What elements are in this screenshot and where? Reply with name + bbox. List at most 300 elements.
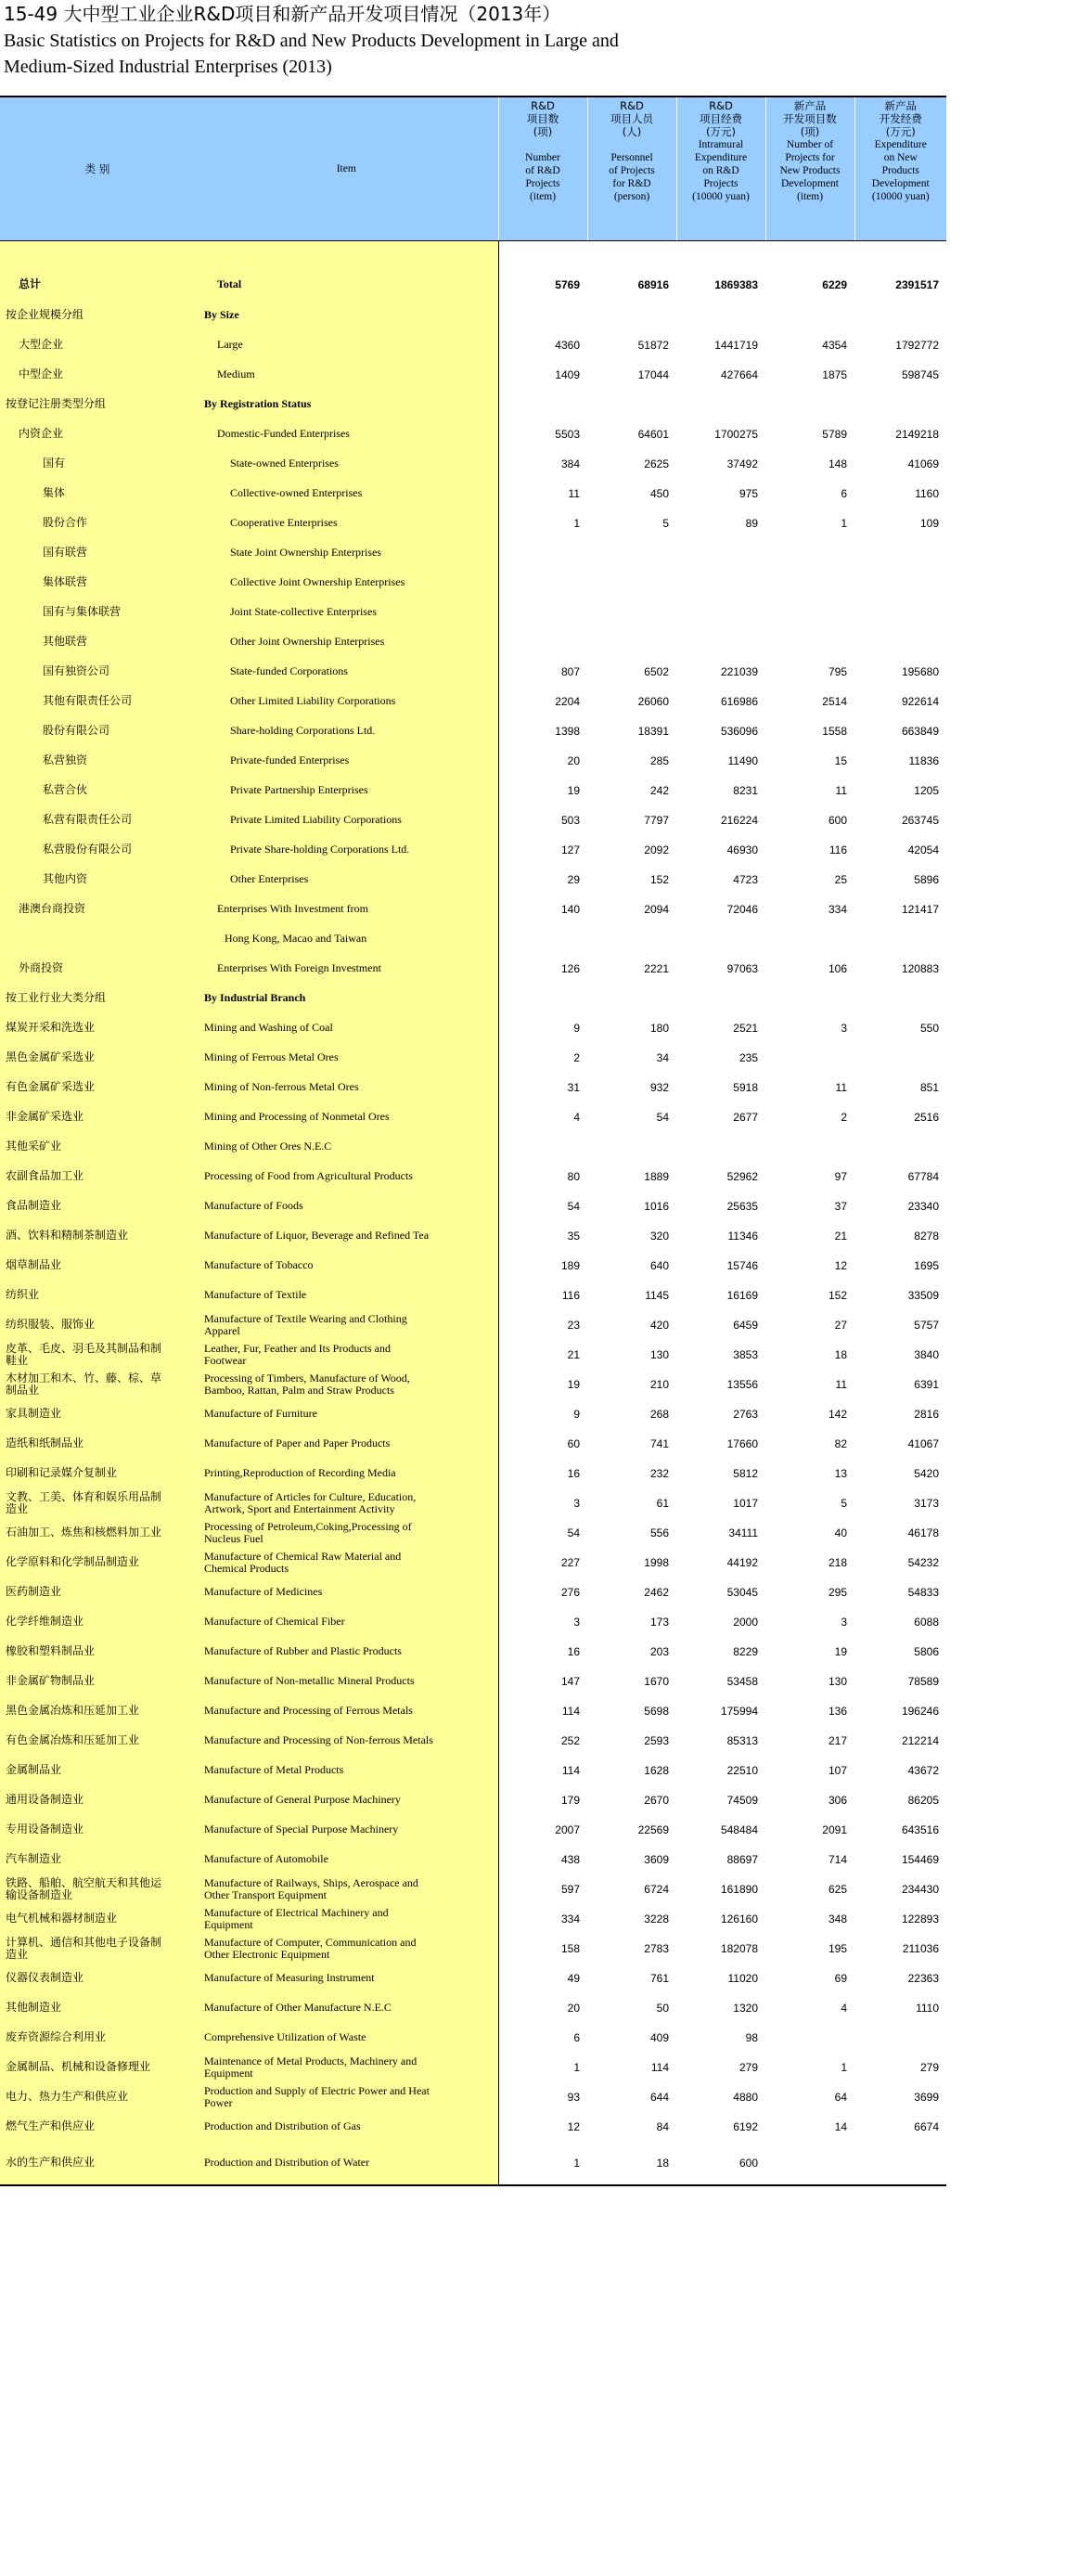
value-cell-2: 7797 xyxy=(644,813,669,827)
value-cell-2: 2094 xyxy=(644,902,669,916)
row-label-en xyxy=(195,1281,498,1310)
value-cell-1: 19 xyxy=(567,1377,580,1391)
row-label-cn xyxy=(0,984,195,1013)
value-cell-1: 384 xyxy=(560,457,580,470)
value-cell-2: 173 xyxy=(649,1615,669,1629)
row-label-cn xyxy=(0,1934,195,1964)
value-cell-3: 97063 xyxy=(726,961,758,975)
table-row xyxy=(0,657,946,687)
row-label-cn xyxy=(0,1132,195,1162)
row-label-en xyxy=(195,2082,498,2112)
value-cell-4: 1 xyxy=(841,516,847,530)
row-label-cn xyxy=(0,746,195,776)
table-row xyxy=(0,1993,946,2023)
header-line: on New xyxy=(883,152,918,163)
row-label-cn-text: 按企业规模分组 xyxy=(6,308,84,321)
row-label-en-text: Private Limited Liability Corporations xyxy=(230,813,402,826)
value-cell-5: 234430 xyxy=(901,1882,939,1896)
table-row xyxy=(0,269,946,301)
row-label-en-text: State-funded Corporations xyxy=(230,664,348,677)
row-label-en xyxy=(195,657,498,687)
row-label-en-text: Production and Distribution of Water xyxy=(204,2156,370,2169)
value-cell-2: 50 xyxy=(656,2001,669,2015)
table-row xyxy=(0,1102,946,1132)
row-label-cn xyxy=(0,269,195,301)
value-cell-4: 4354 xyxy=(822,338,847,352)
row-label-en xyxy=(195,1251,498,1281)
row-label-cn-text: 中型企业 xyxy=(19,367,64,380)
value-cell-1: 807 xyxy=(560,664,580,678)
value-cell-1 xyxy=(498,1132,587,1162)
value-cell-1: 16 xyxy=(567,1644,580,1658)
row-label-en-text: Processing of Timbers, Manufacture of Wood, xyxy=(204,1371,410,1385)
value-cell-1: 93 xyxy=(567,2090,580,2104)
header-item-en: Item xyxy=(195,97,498,240)
value-cell-3: 279 xyxy=(739,2060,758,2074)
row-label-en-text: Processing of Petroleum,Coking,Processing of xyxy=(204,1519,412,1533)
value-cell-3: 8231 xyxy=(733,783,758,797)
table-row xyxy=(0,1637,946,1667)
value-cell-3: 2763 xyxy=(733,1407,758,1421)
row-label-en-text: Manufacture and Processing of Non-ferrous Metals xyxy=(204,1733,433,1746)
value-cell-3: 600 xyxy=(676,2142,765,2185)
table-header-row xyxy=(0,97,946,240)
value-cell-2: 1670 xyxy=(644,1674,669,1688)
value-cell-2: 180 xyxy=(649,1021,669,1035)
value-cell-5: 1160 xyxy=(915,486,939,500)
value-cell-1: 1 xyxy=(498,2142,587,2185)
header-line: Projects xyxy=(703,178,739,189)
value-cell-3: 52962 xyxy=(726,1169,758,1183)
row-label-cn xyxy=(0,1043,195,1073)
value-cell-1 xyxy=(498,924,587,954)
value-cell-1 xyxy=(498,538,587,568)
value-cell-4: 348 xyxy=(828,1912,847,1926)
row-label-en xyxy=(195,716,498,746)
value-cell-4 xyxy=(765,1043,854,1073)
header-line xyxy=(588,138,676,151)
row-label-en xyxy=(195,924,498,954)
value-cell-2: 2783 xyxy=(644,1941,669,1955)
value-cell-1: 5503 xyxy=(555,427,580,441)
value-cell-3 xyxy=(676,984,765,1013)
value-cell-1: 49 xyxy=(567,1971,580,1985)
row-label-cn-text: 木材加工和木、竹、藤、棕、草 xyxy=(6,1371,162,1385)
value-cell-3: 11490 xyxy=(727,753,758,767)
row-label-cn-text: 非金属矿物制品业 xyxy=(6,1674,96,1687)
value-cell-5: 8278 xyxy=(914,1229,939,1243)
value-cell-3 xyxy=(676,538,765,568)
value-cell-3: 2677 xyxy=(733,1110,758,1124)
value-cell-5: 5806 xyxy=(914,1644,939,1658)
value-cell-3 xyxy=(676,627,765,657)
value-cell-5: 211036 xyxy=(902,1941,939,1955)
value-cell-1: 4360 xyxy=(555,338,580,352)
value-cell-5: 5757 xyxy=(914,1318,939,1332)
row-label-en-text: Manufacture of Automobile xyxy=(204,1852,328,1865)
row-label-cn-text: 石油加工、炼焦和核燃料加工业 xyxy=(6,1526,162,1539)
value-cell-2 xyxy=(587,390,676,419)
row-label-en-text: Large xyxy=(217,338,243,351)
row-label-cn xyxy=(0,2053,195,2082)
value-cell-3: 11020 xyxy=(727,1971,758,1985)
value-cell-3: 216224 xyxy=(720,813,758,827)
value-cell-4: 5 xyxy=(841,1496,847,1510)
value-cell-3: 98 xyxy=(745,2030,758,2044)
value-cell-2: 26060 xyxy=(637,694,669,708)
value-cell-4: 136 xyxy=(828,1704,847,1718)
value-cell-3: 53458 xyxy=(726,1674,758,1688)
value-cell-1: 3 xyxy=(573,1496,580,1510)
value-cell-1: 334 xyxy=(560,1912,580,1926)
value-cell-5: 5896 xyxy=(914,872,939,886)
value-cell-5: 6674 xyxy=(914,2119,939,2133)
value-cell-2: 64601 xyxy=(637,427,669,441)
value-cell-4: 306 xyxy=(828,1793,847,1807)
header-line: 新产品 xyxy=(884,99,917,112)
value-cell-1: 3 xyxy=(573,1615,580,1629)
header-line xyxy=(499,138,587,151)
row-label-cn-text: 电力、热力生产和供应业 xyxy=(6,2090,129,2103)
row-label-en-text: Manufacture of Railways, Ships, Aerospace and xyxy=(204,1875,418,1889)
table-row xyxy=(0,1251,946,1281)
value-cell-2: 3609 xyxy=(644,1852,669,1866)
row-label-en xyxy=(195,1904,498,1934)
row-label-cn-text: 有色金属矿采选业 xyxy=(6,1080,96,1093)
row-label-en xyxy=(195,1874,498,1904)
header-line: (item) xyxy=(796,191,824,202)
row-label-cn xyxy=(0,716,195,746)
row-label-cn xyxy=(0,479,195,509)
value-cell-4: 2 xyxy=(841,1110,847,1124)
table-row xyxy=(0,954,946,984)
row-label-en-text: Equipment xyxy=(204,1917,253,1931)
row-label-cn-text: 化学纤维制造业 xyxy=(6,1615,84,1628)
value-cell-3: 6459 xyxy=(733,1318,758,1332)
row-label-en-text: By Industrial Branch xyxy=(204,991,306,1004)
table-row xyxy=(0,419,946,449)
row-label-en xyxy=(195,1399,498,1429)
value-cell-3 xyxy=(676,568,765,598)
value-cell-4: 107 xyxy=(828,1763,847,1777)
row-label-en-text: Manufacture of Chemical Raw Material and xyxy=(204,1549,402,1563)
header-line: Number of xyxy=(786,139,834,150)
table-row xyxy=(0,2082,946,2112)
value-cell-5: 122893 xyxy=(901,1912,939,1926)
header-line: (项) xyxy=(800,125,820,138)
row-label-en-text: Mining of Other Ores N.E.C xyxy=(204,1140,332,1153)
row-label-en-text: By Size xyxy=(204,308,239,321)
row-label-en-text: Printing,Reproduction of Recording Media xyxy=(204,1466,396,1479)
table-row xyxy=(0,509,946,538)
value-cell-3: 126160 xyxy=(720,1912,758,1926)
header-line: (10000 yuan) xyxy=(692,191,750,202)
value-cell-3: 1700275 xyxy=(714,427,758,441)
row-label-en-text: Manufacture of Paper and Paper Products xyxy=(204,1436,391,1449)
value-cell-1: 35 xyxy=(567,1229,580,1243)
value-cell-1: 1 xyxy=(573,2060,580,2074)
row-label-cn-text: 其他联营 xyxy=(43,635,88,648)
row-label-cn xyxy=(0,419,195,449)
row-label-en-text: Collective-owned Enterprises xyxy=(230,486,363,499)
value-cell-2: 741 xyxy=(649,1436,669,1450)
header-line: on R&D xyxy=(702,165,739,176)
row-label-en-text: Manufacture and Processing of Ferrous Metals xyxy=(204,1704,413,1717)
value-cell-1: 9 xyxy=(573,1021,580,1035)
row-label-cn-text: 金属制品业 xyxy=(6,1763,62,1776)
header-line: Number xyxy=(525,152,560,163)
value-cell-2: 3228 xyxy=(644,1912,669,1926)
value-cell-4: 13 xyxy=(834,1466,847,1480)
row-label-en xyxy=(195,1370,498,1399)
value-cell-4: 21 xyxy=(834,1229,847,1243)
value-cell-2 xyxy=(587,627,676,657)
value-cell-3: 15746 xyxy=(726,1258,758,1272)
value-cell-3: 4723 xyxy=(733,872,758,886)
value-cell-5: 6088 xyxy=(914,1615,939,1629)
row-label-cn-text: 计算机、通信和其他电子设备制 xyxy=(6,1935,162,1949)
row-label-en-text: Maintenance of Metal Products, Machinery and xyxy=(204,2054,417,2067)
row-label-en xyxy=(195,1102,498,1132)
row-label-cn-text: 燃气生产和供应业 xyxy=(6,2119,96,2132)
value-cell-2 xyxy=(587,598,676,627)
value-cell-4: 97 xyxy=(834,1169,847,1183)
value-cell-4: 69 xyxy=(834,1971,847,1985)
table-row xyxy=(0,568,946,598)
row-label-en xyxy=(195,1696,498,1726)
value-cell-5 xyxy=(854,924,946,954)
value-cell-5 xyxy=(854,598,946,627)
value-cell-5: 3840 xyxy=(914,1347,939,1361)
row-label-en xyxy=(195,805,498,835)
value-cell-3 xyxy=(676,301,765,330)
row-label-cn-text: 股份有限公司 xyxy=(43,724,110,737)
row-label-cn-text: 私营独资 xyxy=(43,753,88,766)
value-cell-1: 12 xyxy=(567,2119,580,2133)
row-label-cn-text: 仪器仪表制造业 xyxy=(6,1971,84,1984)
row-label-en xyxy=(195,509,498,538)
value-cell-5 xyxy=(854,390,946,419)
value-cell-1: 60 xyxy=(567,1436,580,1450)
value-cell-4: 18 xyxy=(834,1347,847,1361)
table-row xyxy=(0,1429,946,1459)
row-label-cn xyxy=(0,1459,195,1488)
value-cell-4 xyxy=(765,598,854,627)
value-cell-4 xyxy=(765,627,854,657)
row-label-en xyxy=(195,479,498,509)
value-cell-2: 22569 xyxy=(637,1823,669,1836)
value-cell-1: 252 xyxy=(560,1733,580,1747)
value-cell-4: 12 xyxy=(834,1258,847,1272)
table-row xyxy=(0,1578,946,1607)
row-label-en xyxy=(195,538,498,568)
value-cell-3: 13556 xyxy=(726,1377,758,1391)
header-line: Development xyxy=(781,178,839,189)
value-cell-3: 88697 xyxy=(726,1852,758,1866)
row-label-en-text: Hong Kong, Macao and Taiwan xyxy=(225,932,367,945)
row-label-en xyxy=(195,330,498,360)
value-cell-5 xyxy=(854,984,946,1013)
row-label-cn-text: 其他制造业 xyxy=(6,2001,62,2014)
header-col-1 xyxy=(498,97,587,240)
value-cell-5 xyxy=(854,568,946,598)
value-cell-3: 1869383 xyxy=(714,277,758,291)
value-cell-2: 152 xyxy=(649,872,669,886)
table-row xyxy=(0,1013,946,1043)
header-line: Projects xyxy=(525,178,560,189)
row-label-cn xyxy=(0,330,195,360)
row-label-en xyxy=(195,1073,498,1102)
value-cell-5: 922614 xyxy=(901,694,939,708)
value-cell-4: 64 xyxy=(834,2090,847,2104)
value-cell-5: 54232 xyxy=(907,1555,939,1569)
value-cell-2 xyxy=(587,984,676,1013)
value-cell-3: 11346 xyxy=(727,1229,758,1243)
value-cell-5: 1205 xyxy=(914,783,939,797)
value-cell-3: 1320 xyxy=(733,2001,758,2015)
value-cell-5: 46178 xyxy=(907,1526,939,1539)
row-label-cn xyxy=(0,1073,195,1102)
header-line: Personnel xyxy=(610,152,653,163)
value-cell-5: 663849 xyxy=(901,724,939,738)
row-label-cn xyxy=(0,924,195,954)
value-cell-3: 74509 xyxy=(726,1793,758,1807)
value-cell-3 xyxy=(676,1132,765,1162)
row-label-cn-text: 鞋业 xyxy=(6,1353,29,1367)
table-row xyxy=(0,1785,946,1815)
row-label-en xyxy=(195,1488,498,1518)
value-cell-1: 6 xyxy=(573,2030,580,2044)
table-row xyxy=(0,1043,946,1073)
row-label-en xyxy=(195,1845,498,1874)
value-cell-3: 221039 xyxy=(720,664,758,678)
value-cell-5: 11836 xyxy=(908,753,939,767)
row-label-cn xyxy=(0,835,195,865)
row-label-cn xyxy=(0,301,195,330)
value-cell-4: 217 xyxy=(828,1733,847,1747)
row-label-en-text: Private Share-holding Corporations Ltd. xyxy=(230,843,410,856)
row-label-cn-text: 农副食品加工业 xyxy=(6,1169,84,1182)
value-cell-4 xyxy=(765,390,854,419)
row-label-cn-text: 私营股份有限公司 xyxy=(43,843,133,856)
row-label-cn xyxy=(0,1340,195,1370)
value-cell-1: 147 xyxy=(560,1674,580,1688)
value-cell-3: 16169 xyxy=(726,1288,758,1302)
row-label-en-text: Cooperative Enterprises xyxy=(230,516,338,529)
value-cell-2: 6724 xyxy=(644,1882,669,1896)
value-cell-1: 21 xyxy=(567,1347,580,1361)
value-cell-1 xyxy=(498,627,587,657)
value-cell-3: 175994 xyxy=(720,1704,758,1718)
value-cell-1: 54 xyxy=(567,1526,580,1539)
value-cell-4 xyxy=(765,538,854,568)
row-label-en-text: Apparel xyxy=(204,1323,240,1337)
value-cell-3: 3853 xyxy=(733,1347,758,1361)
row-label-cn-text: 煤炭开采和洗选业 xyxy=(6,1021,96,1034)
value-cell-2: 54 xyxy=(656,1110,669,1124)
value-cell-4: 600 xyxy=(828,813,847,827)
statistics-table xyxy=(0,96,946,2186)
row-label-en-text: Manufacture of Furniture xyxy=(204,1407,317,1420)
value-cell-5: 120883 xyxy=(901,961,939,975)
row-label-en-text: Manufacture of Foods xyxy=(204,1199,303,1212)
value-cell-1: 1409 xyxy=(555,367,580,381)
value-cell-2: 556 xyxy=(649,1526,669,1539)
value-cell-1 xyxy=(498,984,587,1013)
value-cell-2: 761 xyxy=(649,1971,669,1985)
row-label-cn-text: 通用设备制造业 xyxy=(6,1793,84,1806)
value-cell-2: 640 xyxy=(649,1258,669,1272)
table-row xyxy=(0,1459,946,1488)
row-label-cn-text: 内资企业 xyxy=(19,427,64,440)
table-row xyxy=(0,924,946,954)
header-line: Expenditure xyxy=(694,152,748,163)
row-label-en xyxy=(195,865,498,895)
value-cell-3: 72046 xyxy=(726,902,758,916)
value-cell-2: 130 xyxy=(649,1347,669,1361)
value-cell-2: 2221 xyxy=(644,961,669,975)
value-cell-1: 1 xyxy=(573,516,580,530)
table-row xyxy=(0,1964,946,1993)
row-label-cn xyxy=(0,865,195,895)
value-cell-3: 5918 xyxy=(733,1080,758,1094)
value-cell-1: 2007 xyxy=(555,1823,580,1836)
row-label-en xyxy=(195,1340,498,1370)
row-label-en-text: Manufacture of Special Purpose Machinery xyxy=(204,1823,399,1835)
value-cell-1: 126 xyxy=(560,961,580,975)
row-label-en-text: Other Joint Ownership Enterprises xyxy=(230,635,385,648)
row-label-cn-text: 家具制造业 xyxy=(6,1407,62,1420)
value-cell-3: 1441719 xyxy=(714,338,758,352)
header-line: for R&D xyxy=(612,178,651,189)
row-label-en-text: State Joint Ownership Enterprises xyxy=(230,546,381,559)
header-line: R&D xyxy=(709,99,733,112)
row-label-en-text: Processing of Food from Agricultural Products xyxy=(204,1169,413,1182)
value-cell-2: 232 xyxy=(649,1466,669,1480)
value-cell-3: 2000 xyxy=(733,1615,758,1629)
value-cell-4: 295 xyxy=(828,1585,847,1599)
row-label-cn-text: 废弃资源综合利用业 xyxy=(6,2030,107,2043)
row-label-en xyxy=(195,746,498,776)
table-row xyxy=(0,1488,946,1518)
row-label-cn xyxy=(0,1429,195,1459)
header-line: 开发项目数 xyxy=(783,112,837,125)
row-label-en-text: Production and Distribution of Gas xyxy=(204,2119,361,2132)
row-label-en xyxy=(195,2142,498,2185)
value-cell-3: 427664 xyxy=(720,367,758,381)
row-label-cn xyxy=(0,657,195,687)
row-label-cn xyxy=(0,1518,195,1548)
value-cell-2: 84 xyxy=(656,2119,669,2133)
row-label-cn-text: 国有独资公司 xyxy=(43,664,110,677)
value-cell-2: 1016 xyxy=(644,1199,669,1213)
value-cell-4: 6 xyxy=(841,486,847,500)
value-cell-2 xyxy=(587,1132,676,1162)
row-label-cn-text: 纺织业 xyxy=(6,1288,40,1301)
value-cell-1 xyxy=(498,598,587,627)
row-label-en-text: Mining and Washing of Coal xyxy=(204,1021,333,1034)
value-cell-5: 154469 xyxy=(901,1852,939,1866)
row-label-en-text: Private-funded Enterprises xyxy=(230,753,350,766)
value-cell-2: 114 xyxy=(650,2060,669,2074)
value-cell-1: 9 xyxy=(573,1407,580,1421)
row-label-cn xyxy=(0,1845,195,1874)
row-label-cn xyxy=(0,390,195,419)
table-row xyxy=(0,1696,946,1726)
value-cell-2 xyxy=(587,924,676,954)
row-label-en-text: By Registration Status xyxy=(204,397,312,410)
value-cell-2: 51872 xyxy=(637,338,669,352)
